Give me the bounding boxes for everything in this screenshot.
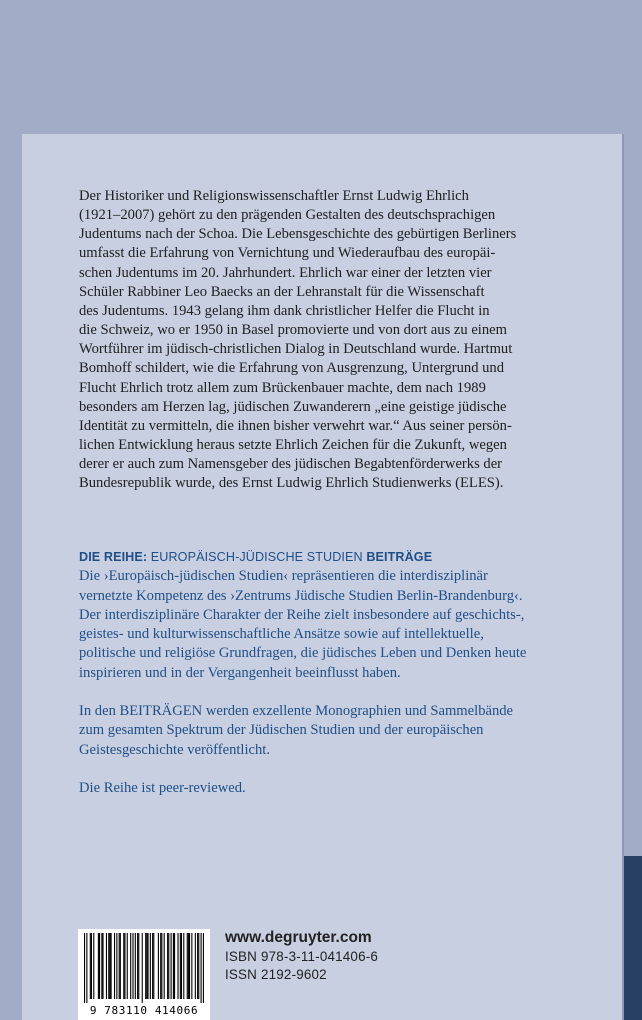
barcode-bar: [168, 933, 169, 999]
barcode-bar: [201, 933, 202, 1003]
barcode-bars: [84, 933, 204, 1003]
blurb-line: Wortführer im jüdisch-christlichen Dialog in Deutschland wurde. Hartmut: [79, 341, 513, 358]
barcode-bar: [203, 933, 204, 1003]
blurb-line: Identität zu vermitteln, die ihnen bisher verwehrt war.“ Aus seiner persön-: [79, 417, 512, 434]
barcode-bar: [98, 933, 99, 999]
barcode-bar: [119, 933, 120, 999]
barcode-bar: [189, 933, 190, 999]
barcode-bar: [111, 933, 112, 999]
issn-number: ISSN 2192-9602: [225, 967, 327, 982]
series-heading: [79, 548, 589, 567]
barcode-bar: [135, 933, 136, 999]
blurb-line: Schüler Rabbiner Leo Baecks an der Lehranstalt für die Wissenschaft: [79, 283, 485, 300]
barcode-bar: [109, 933, 110, 999]
barcode-bar: [132, 933, 133, 999]
series-line: In den BEITRÄGEN werden exzellente Monographien und Sammelbände: [79, 703, 514, 720]
barcode-bar: [86, 933, 87, 1003]
barcode-bar: [164, 933, 165, 999]
series-label: DIE REIHE:: [79, 550, 148, 564]
barcode-bar: [152, 933, 153, 999]
barcode-bar: [108, 933, 109, 999]
publisher-url: www.degruyter.com: [225, 929, 372, 946]
barcode-bar: [137, 933, 138, 999]
barcode-bar: [180, 933, 181, 999]
barcode-bar: [127, 933, 128, 999]
barcode-bar: [130, 933, 131, 999]
barcode-bar: [174, 933, 175, 999]
barcode-digits: 9 783110 414066: [89, 1004, 199, 1017]
barcode-bar: [181, 933, 182, 999]
barcode-bar: [123, 933, 124, 999]
barcode-bar: [124, 933, 125, 999]
blurb-line: Flucht Ehrlich trotz allem zum Brückenbauer machte, dem nach 1989: [79, 379, 486, 396]
isbn-number: ISBN 978-3-11-041406-6: [225, 949, 379, 964]
barcode-bar: [84, 933, 85, 1003]
barcode-bar: [102, 933, 103, 999]
series-line: geistes- und kulturwissenschaftliche Ansätze sowie auf intellektuelle,: [79, 626, 484, 643]
barcode-bar: [197, 933, 198, 999]
blurb-line: lichen Entwicklung heraus setzte Ehrlich Zeichen für die Zukunft, wegen: [79, 437, 507, 454]
series-name: EUROPÄISCH-JÜDISCHE STUDIEN: [150, 550, 363, 564]
barcode-bar: [160, 933, 161, 999]
peer-review-note: Die Reihe ist peer-reviewed.: [79, 779, 246, 796]
barcode-bar: [145, 933, 146, 999]
blurb-line: des Judentums. 1943 gelang ihm dank christlicher Helfer die Flucht in: [79, 302, 490, 319]
barcode-bar: [150, 933, 151, 999]
barcode-bar: [120, 933, 121, 999]
barcode-bar: [187, 933, 188, 999]
series-line: vernetzte Kompetenz des ›Zentrums Jüdische Studien Berlin-Brandenburg‹.: [79, 587, 523, 604]
barcode-bar: [198, 933, 199, 999]
barcode-bar: [142, 933, 143, 1003]
series-line: Der interdisziplinäre Charakter der Reihe zielt insbesondere auf geschichts-,: [79, 606, 525, 623]
barcode-bar: [91, 933, 92, 999]
barcode-bar: [195, 933, 196, 999]
barcode-bar: [106, 933, 107, 999]
blurb-line: Judentums nach der Schoa. Die Lebensgeschichte des gebürtigen Berliners: [79, 226, 517, 243]
series-line: zum gesamten Spektrum der Jüdischen Studien und der europäischen: [79, 722, 484, 739]
barcode-bar: [147, 933, 148, 999]
blurb-line: besonders am Herzen lag, jüdischen Zuwanderern „eine geistige jüdische: [79, 398, 507, 415]
publisher-block: [225, 928, 378, 984]
blurb-line: (1921–2007) gehört zu den prägenden Gestalten des deutschsprachigen: [79, 207, 496, 224]
barcode-bar: [138, 933, 139, 999]
blurb-line: die Schweiz, wo er 1950 in Basel promovierte und von dort aus zu einem: [79, 322, 507, 339]
series-subseries: BEITRÄGE: [366, 550, 433, 564]
series-line: inspirieren und in der Vergangenheit beeinflusst haben.: [79, 664, 401, 681]
barcode-bar: [171, 933, 172, 999]
series-line: Geistesgeschichte veröffentlicht.: [79, 741, 271, 758]
barcode-bar: [114, 933, 115, 999]
barcode-bar: [167, 933, 168, 999]
book-blurb: [79, 187, 569, 494]
barcode-bar: [173, 933, 174, 999]
blurb-line: Bomhoff schildert, wie die Erfahrung von Ausgrenzung, Untergrund und: [79, 360, 505, 377]
series-info: [79, 548, 589, 798]
blurb-line: schen Judentums im 20. Jahrhundert. Ehrlich war einer der letzten vier: [79, 264, 492, 281]
barcode-bar: [99, 933, 100, 999]
barcode-bar: [188, 933, 189, 999]
barcode-bar: [183, 933, 184, 999]
barcode-bar: [177, 933, 178, 999]
barcode-bar: [116, 933, 117, 999]
barcode-bar: [93, 933, 94, 999]
barcode-bar: [90, 933, 91, 999]
blurb-line: derer er auch zum Namensgeber des jüdischen Begabtenförderwerks der: [79, 456, 503, 473]
barcode-bar: [101, 933, 102, 999]
spine-stripe: [624, 856, 642, 1020]
blurb-line: Bundesrepublik wurde, des Ernst Ludwig Ehrlich Studienwerks (ELES).: [79, 475, 504, 492]
blurb-line: Der Historiker und Religionswissenschaftler Ernst Ludwig Ehrlich: [79, 188, 469, 204]
barcode-bar: [191, 933, 192, 999]
series-line: Die ›Europäisch-jüdischen Studien‹ repräsentieren die interdisziplinär: [79, 568, 488, 585]
barcode-bar: [153, 933, 154, 999]
series-line: politische und religiöse Grundfragen, die jüdisches Leben und Denken heute: [79, 645, 527, 662]
barcode-bar: [161, 933, 162, 999]
blurb-line: umfasst die Erfahrung von Vernichtung und Wiederaufbau des europäi-: [79, 245, 496, 262]
isbn-barcode: [78, 929, 210, 1020]
barcode-bar: [158, 933, 159, 999]
barcode-bar: [146, 933, 147, 999]
